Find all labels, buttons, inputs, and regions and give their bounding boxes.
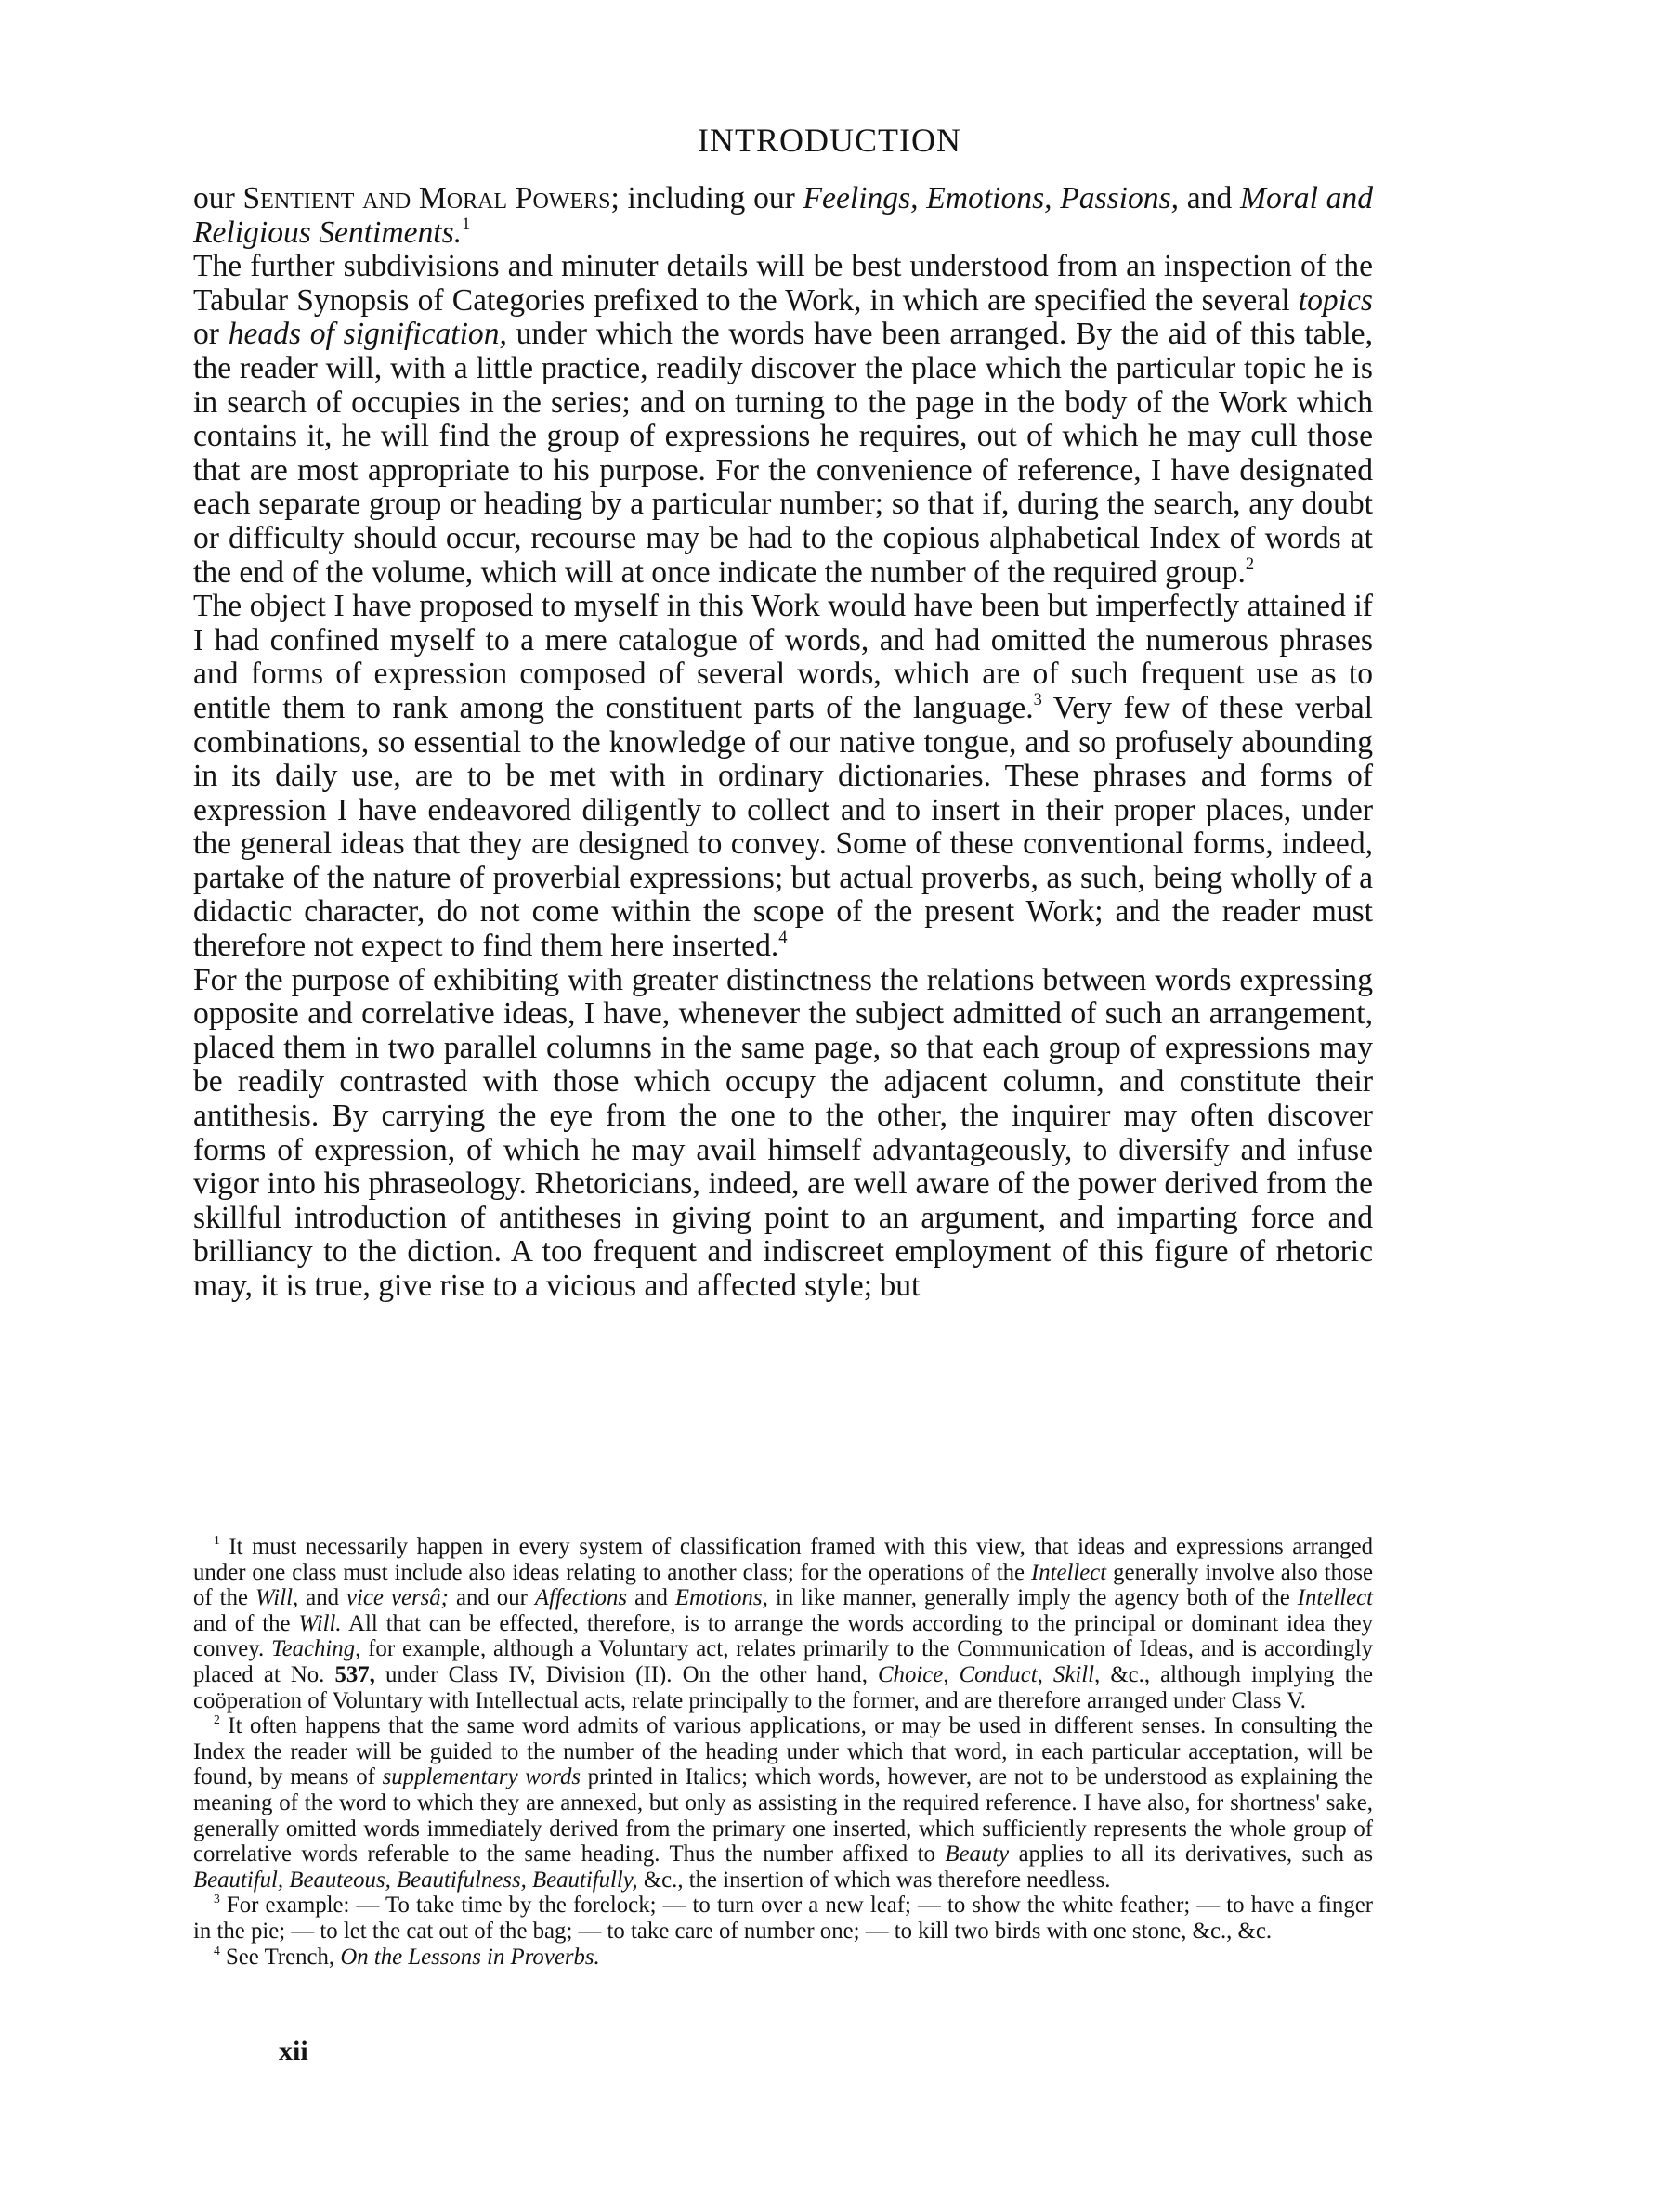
footnote-3 (193, 1893, 1373, 1944)
italic-text: vice versâ; (346, 1585, 449, 1611)
text: &c., although implying the coöperation of Voluntary with Intellectual acts, relate principally to the former, and are therefore arranged under Class V. (193, 1661, 1373, 1713)
paragraph-1 (193, 182, 1373, 250)
footnote-ref[interactable]: 1 (462, 214, 471, 233)
text: and (627, 1585, 675, 1611)
italic-text: Teaching, (271, 1636, 361, 1662)
italic-text: Emotions, (674, 1585, 768, 1611)
italic-text: Will, (255, 1585, 299, 1611)
paragraph-2 (193, 250, 1373, 590)
text: For example: — To take time by the forelock; — to turn over a new leaf; — to show the white feather; — to have a finger in the pie; — to let the cat out of the bag; — to take care of number one; — to kill two birds with one stone, &c., &c. (193, 1893, 1373, 1944)
body-text (193, 182, 1373, 1304)
text: or (193, 317, 229, 352)
bold-text: 537, (334, 1661, 375, 1687)
text: It often happens that the same word admits of various applications, or may be used in different senses. In consulting the Index the reader will be guided to the number of the heading under which that word, in each particular acceptation, will be found, by means of (193, 1713, 1373, 1790)
italic-text: Feelings, Emotions, Passions, (803, 181, 1180, 215)
text: &c., the insertion of which was therefore needless. (637, 1867, 1111, 1893)
italic-text: Intellect (1297, 1585, 1373, 1611)
italic-text: Affections (534, 1585, 628, 1611)
footnote-number: 4 (214, 1943, 220, 1958)
running-head: INTRODUCTION (698, 122, 961, 159)
small-caps-text: Sentient and Moral Powers (242, 181, 611, 215)
italic-text: topics (1298, 282, 1373, 318)
text: The further subdivisions and minuter details will be best understood from an inspection of the Tabular Synopsis of Categories prefixed to the Work, in which are specified the several (193, 249, 1373, 318)
footnote-number: 2 (214, 1711, 220, 1726)
text: and (1179, 181, 1240, 215)
italic-text: On the Lessons in Proverbs. (340, 1944, 600, 1970)
italic-text: supplementary words (382, 1764, 581, 1790)
text: See Trench, (219, 1944, 341, 1970)
footnote-ref[interactable]: 3 (1033, 690, 1042, 709)
text: and of the (193, 1610, 299, 1636)
italic-text: heads of signification, (228, 317, 507, 352)
footnote-1 (193, 1534, 1373, 1713)
footnote-4 (193, 1945, 1373, 1971)
text: for example, although a Voluntary act, relates primarily to the Communication of Ideas, and is accordingly placed at No. (193, 1636, 1374, 1687)
italic-text: Moral and Religious Sentiments. (193, 181, 1373, 250)
footnote-ref[interactable]: 4 (778, 928, 788, 947)
text: The object I have proposed to myself in this Work would have been but imperfectly attained if I had confined myself to a mere catalogue of words, and had omitted the numerous phrases and forms of expression composed of several words, which are of such frequent use as to entitle them to rank among the constituent parts of the language. (193, 589, 1373, 725)
page-number: xii (279, 2036, 308, 2066)
footnotes (193, 1534, 1373, 1970)
italic-text: Beautiful, Beauteous, Beautifulness, Beautifully, (193, 1867, 638, 1893)
text: All that can be effected, therefore, is to arrange the words according to the principal or dominant idea they convey. (193, 1610, 1373, 1662)
text: It must necessarily happen in every system of classification framed with this view, that ideas and expressions arranged under one class must include also ideas relating to another class; for the operations of the (193, 1534, 1373, 1585)
italic-text: Intellect (1030, 1559, 1107, 1585)
text: our (193, 181, 243, 215)
text: Very few of these verbal combinations, so essential to the knowledge of our native tongue, and so profusely abounding in its daily use, are to be met with in ordinary dictionaries. These phrases and forms of expression I have endeavored diligently to collect and to insert in their proper places, under the general ideas that they are designed to convey. Some of these conventional forms, indeed, partake of the nature of proverbial expressions; but actual proverbs, as such, being wholly of a didactic character, do not come within the scope of the present Work; and the reader must therefore not expect to find them here inserted. (193, 690, 1373, 964)
text: under Class IV, Division (II). On the other hand, (374, 1661, 879, 1687)
footnote-number: 1 (214, 1532, 220, 1547)
text: ; including our (610, 181, 803, 215)
italic-text: Beauty (945, 1841, 1010, 1867)
footnote-number: 3 (214, 1892, 220, 1906)
italic-text: Will. (298, 1610, 342, 1636)
paragraph-3 (193, 590, 1373, 964)
text: and our (448, 1585, 535, 1611)
italic-text: Choice, Conduct, Skill, (878, 1661, 1101, 1687)
text: For the purpose of exhibiting with greater distinctness the relations between words expressing opposite and correlative ideas, I have, whenever the subject admitted of such an arrangement, placed them in two parallel columns in the same page, so that each group of expressions may be readily contrasted with those which occupy the adjacent column, and constitute their antithesis. By carrying the eye from the one to the other, the inquirer may often discover forms of expression, of which he may avail himself advantageously, to diversify and infuse vigor into his phraseology. Rhetoricians, indeed, are well aware of the power derived from the skillful introduction of antitheses in giving point to an argument, and imparting force and brilliancy to the diction. A too frequent and indiscreet employment of this figure of rhetoric may, it is true, give rise to a vicious and affected style; but (193, 962, 1373, 1303)
paragraph-4 (193, 964, 1373, 1304)
footnote-2 (193, 1713, 1373, 1893)
footnote-ref[interactable]: 2 (1245, 553, 1255, 573)
text: printed in Italics; which words, however, are not to be understood as explaining the meaning of the word to which they are annexed, but only as assisting in the required reference. I have also, for shortness' sake, generally omitted words immediately derived from the primary one inserted, which sufficiently represents the whole group of correlative words referable to the same heading. Thus the number affixed to (193, 1764, 1374, 1867)
text: applies to all its derivatives, such as (1009, 1841, 1374, 1867)
text: generally involve also those of the (193, 1559, 1373, 1611)
text: in like manner, generally imply the agency both of the (767, 1585, 1298, 1611)
text: and (298, 1585, 347, 1611)
text: under which the words have been arranged. By the aid of this table, the reader will, with a little practice, readily discover the place which the particular topic he is in search of occupies in the series; and on turning to the page in the body of the Work which contains it, he will find the group of expressions he requires, out of which he may cull those that are most appropriate to his purpose. For the convenience of reference, I have designated each separate group or heading by a particular number; so that if, during the search, any doubt or difficulty should occur, recourse may be had to the copious alphabetical Index of words at the end of the volume, which will at once indicate the number of the required group. (193, 317, 1373, 590)
